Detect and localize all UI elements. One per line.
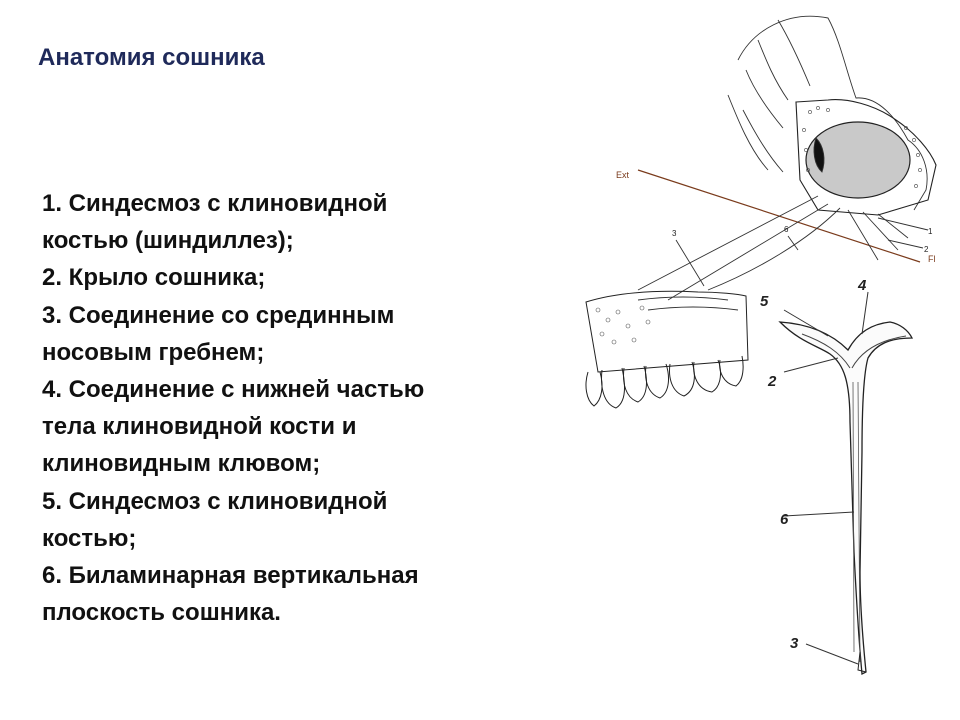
teeth	[586, 356, 743, 408]
callout-2: 2	[768, 373, 777, 390]
maxilla-outline	[586, 291, 748, 372]
callout-5: 5	[760, 293, 769, 310]
callout-number: 3	[672, 229, 677, 238]
fi-label: Fl	[928, 254, 936, 264]
callout-number: 2	[924, 245, 929, 254]
list-line: костью;	[42, 524, 137, 552]
callout-3: 3	[790, 635, 799, 652]
list-line: клиновидным клювом;	[42, 450, 321, 478]
list-line: 3. Соединение со срединным	[42, 301, 395, 329]
callout-number: 1	[928, 227, 933, 236]
list-line: 5. Синдесмоз с клиновидной	[42, 487, 388, 515]
list-line: носовым гребнем;	[42, 338, 265, 366]
vomer-wings	[780, 322, 912, 674]
list-line: плоскость сошника.	[42, 599, 281, 627]
list-line: 1. Синдесмоз с клиновидной	[42, 190, 388, 217]
list-line: 6. Биламинарная вертикальная	[42, 562, 419, 590]
numbered-list	[42, 185, 567, 631]
vomer-illustration	[740, 272, 960, 720]
callout-4: 4	[858, 277, 867, 294]
callout-6: 6	[780, 511, 789, 528]
callout-number: 6	[784, 225, 789, 234]
list-line: тела клиновидной кости и	[42, 413, 357, 441]
list-line: костью (шиндиллез);	[42, 227, 294, 255]
list-line: 4. Соединение с нижней частью	[42, 376, 425, 404]
list-line: 2. Крыло сошника;	[42, 264, 266, 292]
slide-title: Анатомия сошника	[38, 44, 265, 71]
ext-label: Ext	[616, 170, 630, 180]
